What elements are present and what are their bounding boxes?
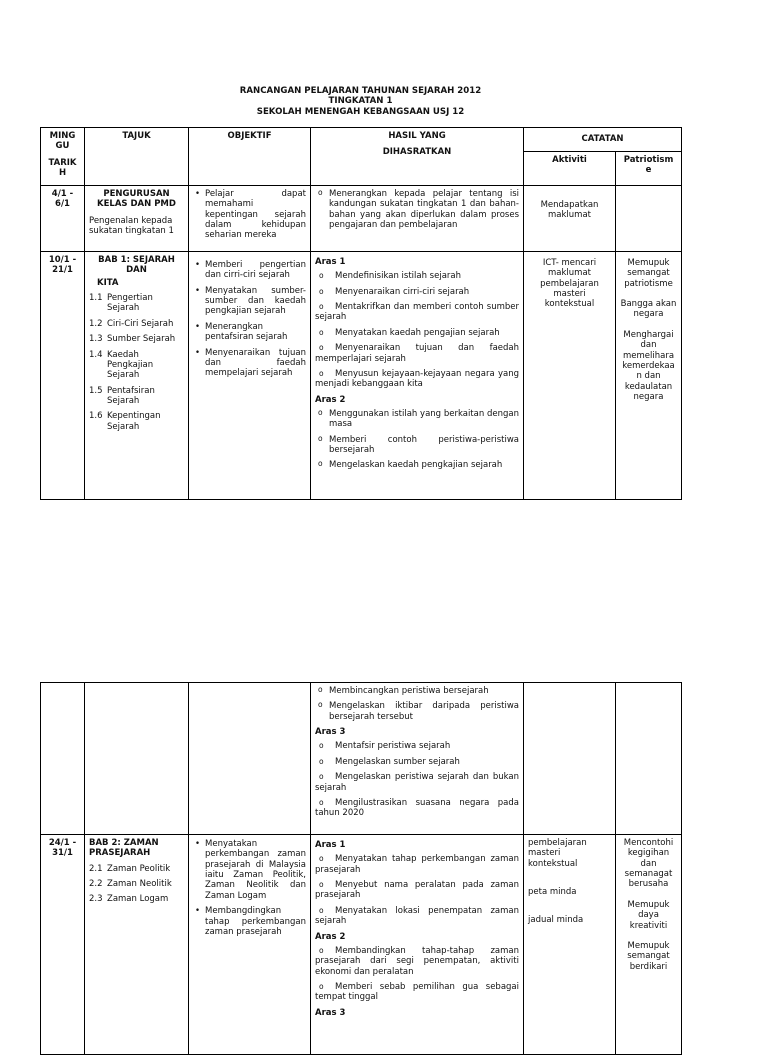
aktiviti-cell: Mendapatkan maklumat — [524, 186, 616, 252]
tajuk-cell — [85, 683, 189, 835]
tajuk-cell: PENGURUSAN KELAS DAN PMD Pengenalan kepada sukatan tingkatan 1 — [85, 186, 189, 252]
table-row — [41, 835, 682, 1055]
hasil-cell: Aras 1 o Mendefinisikan istilah sejarah o Menyenaraikan cirri-ciri sejarah o Mentakrifkan dan memberi contoh sumber sejarah o Menyatakan kaedah pengajian sejarah o Menyenaraikan tujuan dan faedah memperlajari sejarah o Menyusun kejayaan-kejayaan negara yang menjadi kebanggaan kita Aras 2 o Menggunakan istilah yang berkaitan dengan masa o Memberi contoh peristiwa-peristiwa bersejarah o Mengelaskan kaedah pengkajian sejarah — [311, 252, 524, 500]
aktiviti-cell: pembelajaran masteri kontekstual peta minda jadual minda — [524, 835, 616, 1055]
patriotisme-cell — [616, 683, 682, 835]
lesson-plan-table-page-1 — [40, 127, 682, 500]
title-line-2: TINGKATAN 1 — [328, 96, 393, 107]
aktiviti-cell: ICT- mencari maklumat pembelajaran masteri kontekstual — [524, 252, 616, 500]
title-line-3: SEKOLAH MENENGAH KEBANGSAAN USJ 12 — [256, 106, 465, 117]
header-minggu-tarikh: MING GU TARIK H — [41, 128, 85, 186]
week-date: 10/1 - 21/1 — [41, 252, 85, 500]
objektif-cell: • Pelajar dapat memahami kepentingan sejarah dalam kehidupan seharian mereka — [189, 186, 311, 252]
hasil-cell: Aras 1 o Menyatakan tahap perkembangan zaman prasejarah o Menyebut nama peralatan pada zaman prasejarah o Menyatakan lokasi penempatan zaman sejarah Aras 2 o Membandingkan tahap-tahap zaman prasejarah dari segi penempatan, aktiviti ekonomi dan peralatan o Memberi sebab pemilihan gua sebagai tempat tinggal Aras 3 — [311, 835, 524, 1055]
lesson-plan-table-page-2 — [40, 682, 682, 1055]
table-row — [41, 683, 682, 835]
header-objektif: OBJEKTIF — [189, 128, 311, 186]
objektif-cell: • Menyatakan perkembangan zaman prasejarah di Malaysia iaitu Zaman Peolitik, Zaman Neolitik dan Zaman Logam • Membangdingkan tahap perkembangan zaman prasejarah — [189, 835, 311, 1055]
patriotisme-cell — [616, 186, 682, 252]
tajuk-cell: BAB 1: SEJARAH DAN KITA 1.1 Pengertian Sejarah 1.2 Ciri-Ciri Sejarah 1.3 Sumber Sejarah 1.4 Kaedah Pengkajian Sejarah 1.5 Pentafsiran Sejarah 1.6 Kepentingan Sejarah — [85, 252, 189, 500]
week-date: 24/1 - 31/1 — [41, 835, 85, 1055]
header-aktiviti: Aktiviti — [524, 152, 616, 186]
document-title — [40, 86, 681, 117]
patriotisme-cell: Memupuk semangat patriotisme Bangga akan negara Menghargai dan memelihara kemerdekaa n dan kedaulatan negara — [616, 252, 682, 500]
header-patriotisme: Patriotism e — [616, 152, 682, 186]
week-date: 4/1 - 6/1 — [41, 186, 85, 252]
tajuk-cell: BAB 2: ZAMAN PRASEJARAH 2.1 Zaman Peolitik 2.2 Zaman Neolitik 2.3 Zaman Logam — [85, 835, 189, 1055]
objektif-cell — [189, 683, 311, 835]
table-row — [41, 252, 682, 500]
patriotisme-cell: Mencontohi kegigihan dan semanagat berusaha Memupuk daya kreativiti Memupuk semangat berdikari — [616, 835, 682, 1055]
title-line-1: RANCANGAN PELAJARAN TAHUNAN SEJARAH 2012 — [239, 86, 482, 96]
hasil-cell: o Membincangkan peristiwa bersejarah o Mengelaskan iktibar daripada peristiwa bersejarah tersebut Aras 3 o Mentafsir peristiwa sejarah o Mengelaskan sumber sejarah o Mengelaskan peristiwa sejarah dan bukan sejarah o Mengilustrasikan suasana negara pada tahun 2020 — [311, 683, 524, 835]
week-date — [41, 683, 85, 835]
header-tajuk: TAJUK — [85, 128, 189, 186]
header-catatan: CATATAN — [524, 128, 682, 152]
aktiviti-cell — [524, 683, 616, 835]
objektif-cell: • Memberi pengertian dan cirri-ciri sejarah • Menyatakan sumber-sumber dan kaedah pengkajian sejarah • Menerangkan pentafsiran sejarah • Menyenaraikan tujuan dan faedah mempelajari sejarah — [189, 252, 311, 500]
table-row — [41, 186, 682, 252]
header-hasil: HASIL YANG DIHASRATKAN — [311, 128, 524, 186]
hasil-cell: o Menerangkan kepada pelajar tentang isi kandungan sukatan tingkatan 1 dan bahan-bahan yang akan diperlukan dalam proses pengajaran dan pembelajaran — [311, 186, 524, 252]
